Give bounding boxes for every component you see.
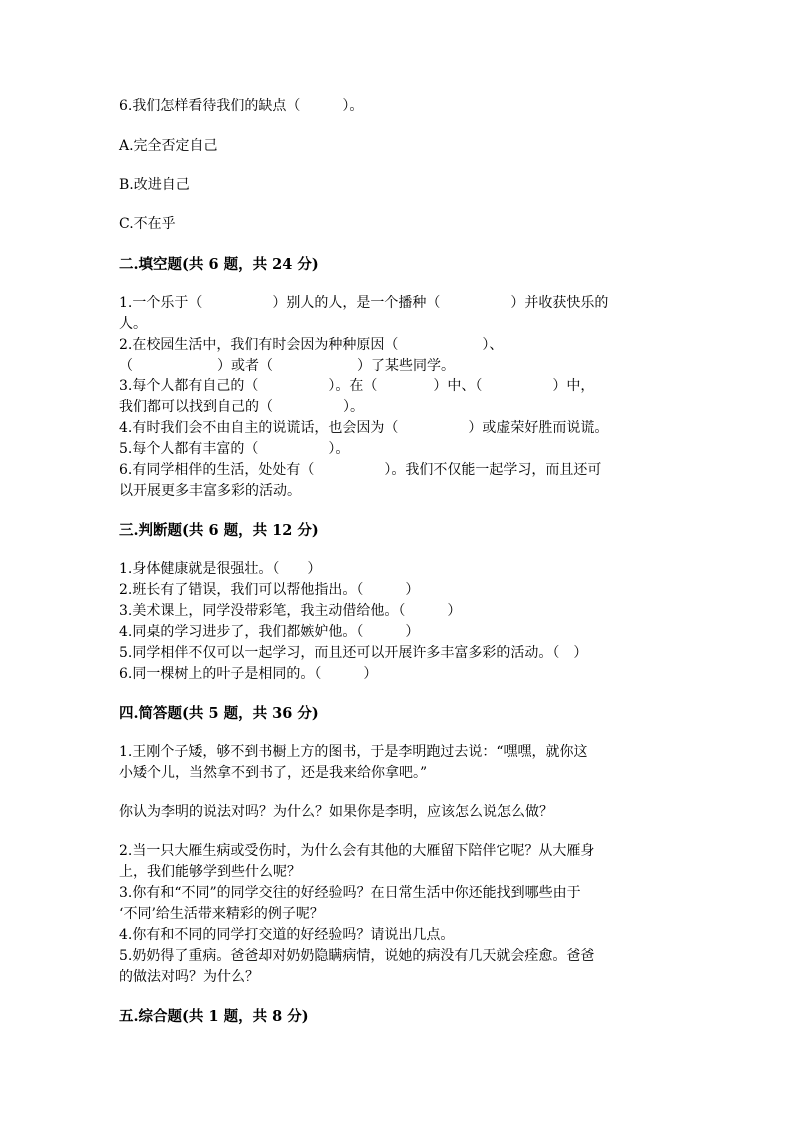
text-line: 2.在校园生活中，我们有时会因为种种原因（ ）、 (119, 337, 504, 353)
text-line: 以开展更多丰富多彩的活动。 (119, 483, 301, 499)
text-line: 3.美术课上，同学没带彩笔，我主动借给他。（ ） (119, 603, 462, 619)
text-line: 3.每个人都有自己的（ ）。在（ ）中、（ ）中， (119, 378, 595, 394)
option-c: C.不在乎 (119, 216, 176, 232)
text-line: ‘不同’给生活带来精彩的例子呢？ (119, 906, 324, 922)
text-line: 我们都可以找到自己的（ ）。 (119, 399, 364, 415)
text-line: 4.同桌的学习进步了，我们都嫉妒他。（ ） (119, 624, 420, 640)
text-line: 5.每个人都有丰富的（ ）。 (119, 441, 350, 457)
question-6-stem: 6.我们怎样看待我们的缺点（ ）。 (119, 98, 364, 114)
text-line: 1.一个乐于（ ）别人的人，是一个播种（ ）并收获快乐的 (119, 295, 609, 311)
text-line: 2.班长有了错误，我们可以帮他指出。（ ） (119, 582, 420, 598)
text-line: 4.有时我们会不由自主的说谎话，也会因为（ ）或虚荣好胜而说谎。 (119, 420, 609, 436)
option-b: B.改进自己 (119, 177, 190, 193)
text-line: 1.身体健康就是很强壮。（ ） (119, 561, 322, 577)
option-a: A.完全否定自己 (119, 138, 218, 154)
text-line: 6.同一棵树上的叶子是相同的。（ ） (119, 666, 378, 682)
text-line: 的做法对吗？为什么？ (119, 969, 259, 985)
section-heading: 四.简答题(共 5 题，共 36 分) (119, 705, 319, 722)
text-line: 小矮个儿，当然拿不到书了，还是我来给你拿吧。” (119, 765, 428, 781)
text-line: 5.奶奶得了重病。爸爸却对奶奶隐瞒病情，说她的病没有几天就会痊愈。爸爸 (119, 948, 595, 964)
text-line: 3.你有和“不同”的同学交往的好经验吗？在日常生活中你还能找到哪些由于 (119, 885, 581, 901)
section-heading: 二.填空题(共 6 题，共 24 分) (119, 256, 319, 273)
text-line: （ ）或者（ ）了某些同学。 (119, 358, 455, 374)
text-line: 1.王刚个子矮，够不到书橱上方的图书，于是李明跑过去说：“嘿嘿，就你这 (119, 744, 588, 760)
section-heading: 五.综合题(共 1 题，共 8 分) (119, 1008, 309, 1025)
text-line: 上，我们能够学到些什么呢？ (119, 864, 301, 880)
text-line: 2.当一只大雁生病或受伤时，为什么会有其他的大雁留下陪伴它呢？从大雁身 (119, 843, 595, 859)
section-heading: 三.判断题(共 6 题，共 12 分) (119, 522, 319, 539)
text-line: 4.你有和不同的同学打交道的好经验吗？请说出几点。 (119, 927, 455, 943)
text-line: 6.有同学相伴的生活，处处有（ ）。我们不仅能一起学习，而且还可 (119, 462, 602, 478)
text-line: 你认为李明的说法对吗？为什么？如果你是李明，应该怎么说怎么做？ (119, 804, 553, 820)
text-line: 5.同学相伴不仅可以一起学习，而且还可以开展许多丰富多彩的活动。（ ） (119, 645, 588, 661)
text-line: 人。 (119, 316, 147, 332)
